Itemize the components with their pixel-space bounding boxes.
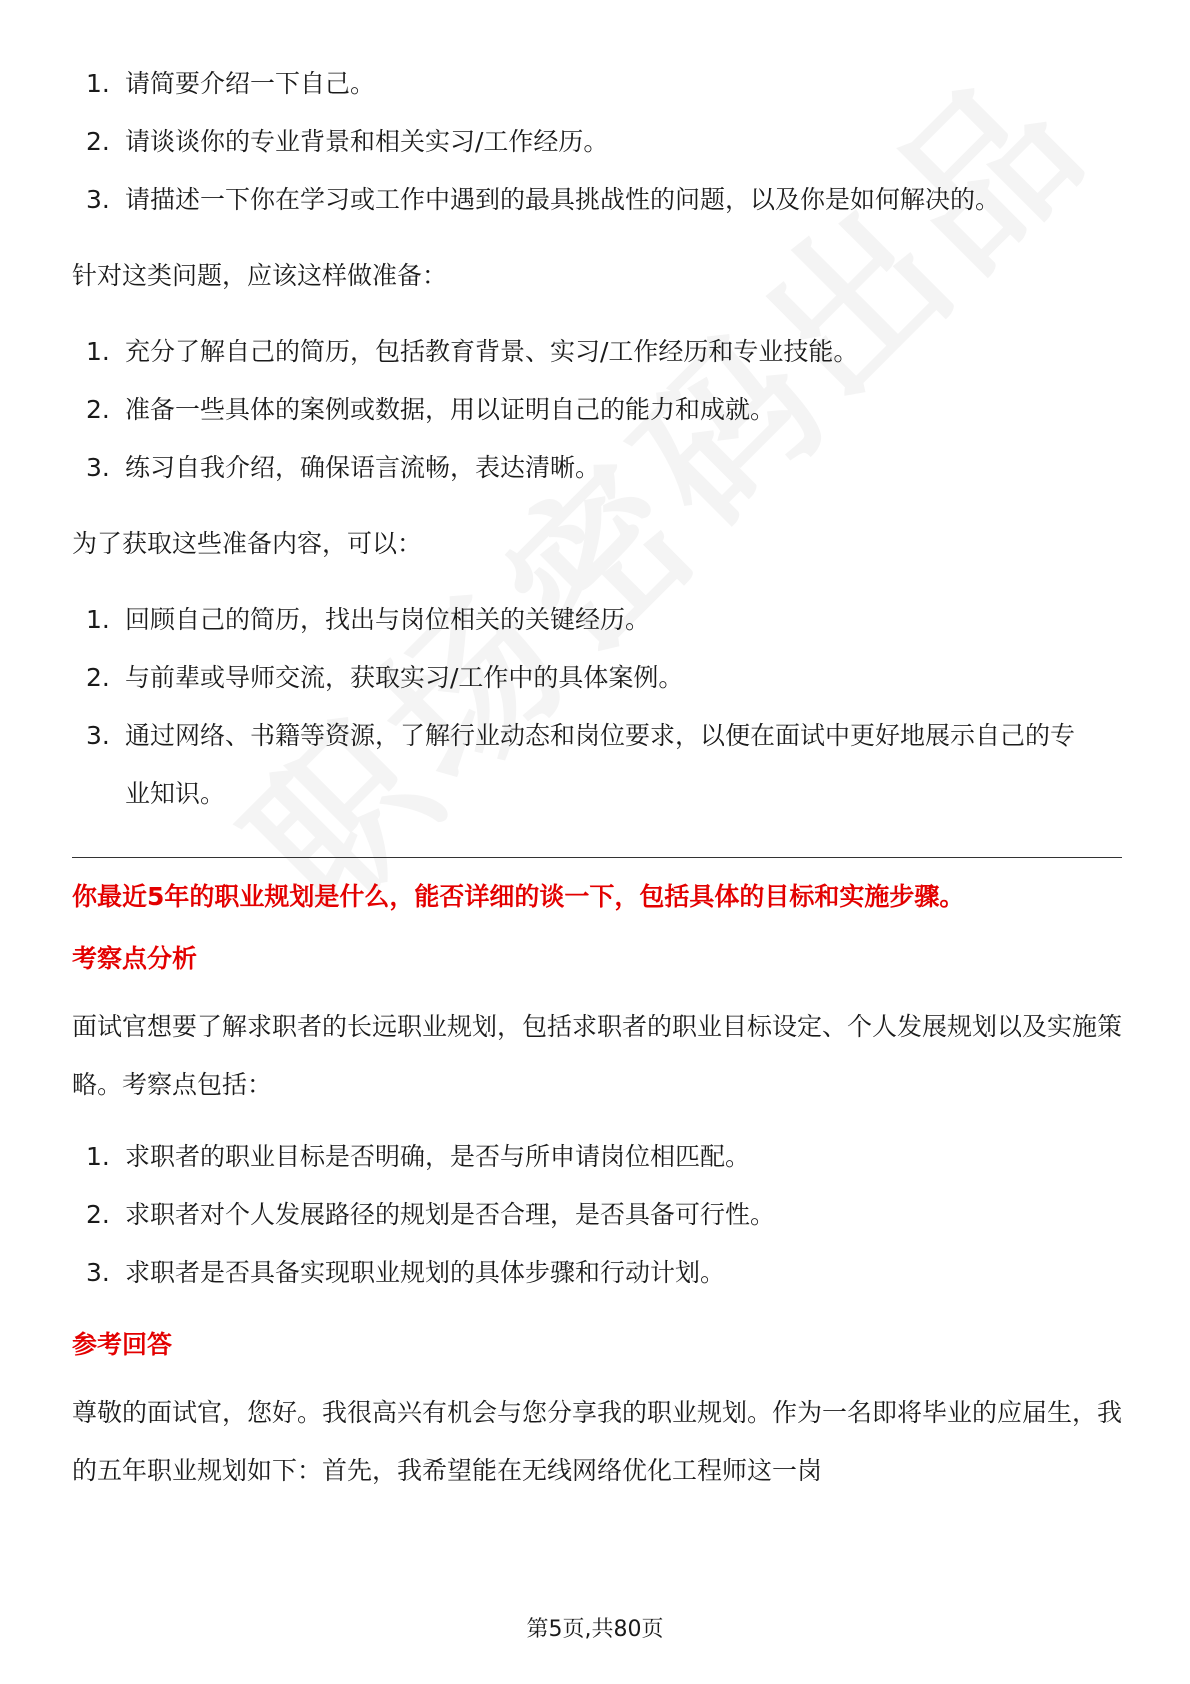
- section-divider: [72, 857, 1122, 858]
- interview-question: 你最近5年的职业规划是什么，能否详细的谈一下，包括具体的目标和实施步骤。: [72, 882, 965, 911]
- list-item: 3. 求职者是否具备实现职业规划的具体步骤和行动计划。: [86, 1258, 726, 1287]
- page-number: 第5页,共80页: [526, 1617, 664, 1642]
- answer-text: 尊敬的面试官，您好。我很高兴有机会与您分享我的职业规划。作为一名即将毕业的应届生，我的五年职业规划如下：首先，我希望能在无线网络优化工程师这一岗: [72, 1398, 1123, 1485]
- list-item: 2. 准备一些具体的案例或数据，用以证明自己的能力和成就。: [86, 395, 776, 424]
- list-item: 3. 练习自我介绍，确保语言流畅，表达清晰。: [86, 453, 601, 482]
- list-item: 3. 请描述一下你在学习或工作中遇到的最具挑战性的问题，以及你是如何解决的。: [86, 185, 1001, 214]
- prep-list: [72, 323, 1122, 497]
- analysis-list: [72, 1128, 1122, 1302]
- analysis-text: 面试官想要了解求职者的长远职业规划，包括求职者的职业目标设定、个人发展规划以及实施策略。考察点包括：: [72, 1012, 1123, 1099]
- prep-intro: 针对这类问题，应该这样做准备：: [72, 261, 448, 290]
- page-content: [72, 55, 1122, 1500]
- list-item: 3. 通过网络、书籍等资源，了解行业动态和岗位要求，以便在面试中更好地展示自己的专业知识。: [86, 721, 1076, 808]
- list-item: 2. 请谈谈你的专业背景和相关实习/工作经历。: [86, 127, 609, 156]
- list-item: 1. 充分了解自己的简历，包括教育背景、实习/工作经历和专业技能。: [86, 337, 859, 366]
- list-item: 2. 求职者对个人发展路径的规划是否合理，是否具备可行性。: [86, 1200, 776, 1229]
- question-list: [72, 55, 1122, 229]
- gather-intro: 为了获取这些准备内容，可以：: [72, 529, 423, 558]
- gather-list: [72, 591, 1122, 823]
- list-item: 1. 请简要介绍一下自己。: [86, 69, 376, 98]
- list-item: 2. 与前辈或导师交流，获取实习/工作中的具体案例。: [86, 663, 684, 692]
- analysis-heading: 考察点分析: [72, 944, 198, 973]
- list-item: 1. 求职者的职业目标是否明确，是否与所申请岗位相匹配。: [86, 1142, 751, 1171]
- list-item: 1. 回顾自己的简历，找出与岗位相关的关键经历。: [86, 605, 651, 634]
- answer-heading: 参考回答: [72, 1330, 173, 1359]
